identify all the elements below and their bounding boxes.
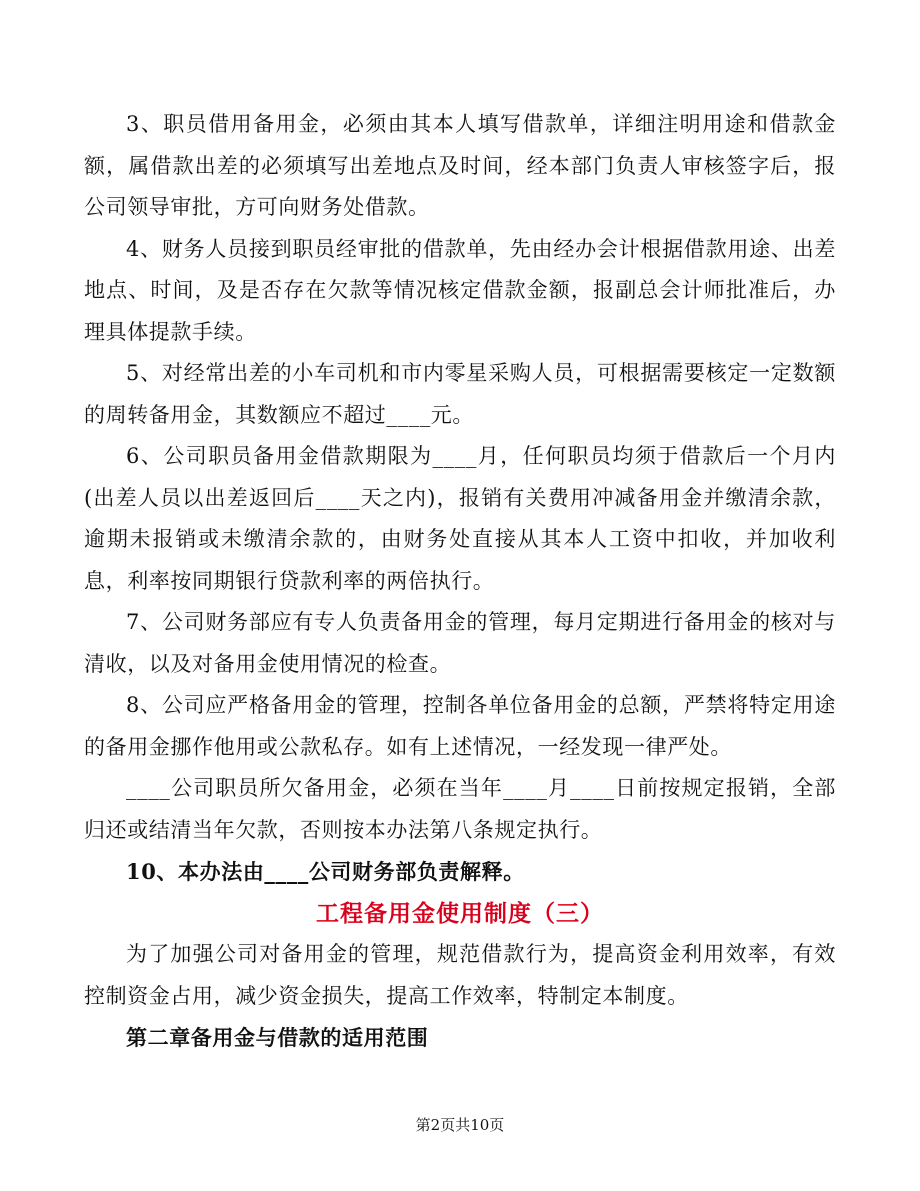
paragraph-7: 7、公司财务部应有专人负责备用金的管理，每月定期进行备用金的核对与清收，以及对备用金使用情况的检查。 bbox=[84, 610, 836, 676]
paragraph-9: ____公司职员所欠备用金，必须在当年____月____日前按规定报销，全部归还或结清当年欠款，否则按本办法第八条规定执行。 bbox=[84, 776, 836, 842]
paragraph-10: 10、本办法由____公司财务部负责解释。 bbox=[126, 859, 525, 884]
section-title: 工程备用金使用制度（三） bbox=[316, 899, 604, 927]
document-body bbox=[84, 104, 836, 1059]
paragraph-6: 6、公司职员备用金借款期限为____月，任何职员均须于借款后一个月内(出差人员以出差返回后____天之内)，报销有关费用冲减备用金并缴清余款，逾期未报销或未缴清余款的，由财务处直接从其本人工资中扣收，并加收利息，利率按同期银行贷款利率的两倍执行。 bbox=[84, 444, 836, 593]
paragraph-5: 5、对经常出差的小车司机和市内零星采购人员，可根据需要核定一定数额的周转备用金，其数额应不超过____元。 bbox=[84, 361, 836, 427]
paragraph-8: 8、公司应严格备用金的管理，控制各单位备用金的总额，严禁将特定用途的备用金挪作他用或公款私存。如有上述情况，一经发现一律严处。 bbox=[84, 693, 836, 759]
page-number: 第2页共10页 bbox=[415, 1116, 505, 1134]
paragraph-4: 4、财务人员接到职员经审批的借款单，先由经办会计根据借款用途、出差地点、时间，及是否存在欠款等情况核定借款金额，报副总会计师批准后，办理具体提款手续。 bbox=[84, 236, 836, 344]
paragraph-3: 3、职员借用备用金，必须由其本人填写借款单，详细注明用途和借款金额，属借款出差的必须填写出差地点及时间，经本部门负责人审核签字后，报公司领导审批，方可向财务处借款。 bbox=[84, 112, 836, 219]
section-intro: 为了加强公司对备用金的管理，规范借款行为，提高资金利用效率，有效控制资金占用，减少资金损失，提高工作效率，特制定本制度。 bbox=[84, 942, 836, 1008]
chapter-heading: 第二章备用金与借款的适用范围 bbox=[126, 1025, 429, 1050]
